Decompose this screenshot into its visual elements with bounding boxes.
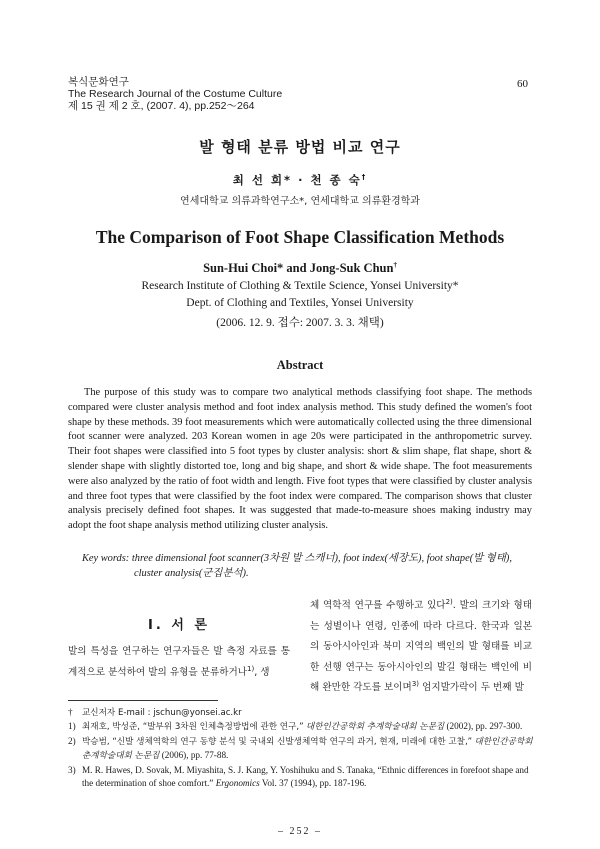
body-right-text-1: 체 역학적 연구를 수행하고 있다 — [310, 600, 446, 611]
abstract-text: The purpose of this study was to compare two analytical methods classifying foot shape. The methods compared were cluster analysis method and foot index analysis method. This study defined the women's foot shape by these methods. 39 foot measurements which were automatically collected using the three dimensional foot scanner were analyzed. 203 Korean women in age 20s were participated in the anthropometric survey. Their foot shapes were classified into 5 foot types by cluster analysis: short & slim shape, flat shape, short & slender shape with slightly distorted toe, long and big shape, and short & wide shape. The foot measurements were also analyzed by the ratio of foot width and length. Five foot types that were classified by cluster analysis and three foot types that were classified by the foot index were compared. The comparison shows that cluster analysis precisely defined foot shapes. It was suggested that made-to-measure shoes making industry may adopt the foot shape analysis method utilizing cluster analysis. — [68, 387, 532, 532]
body-right-text-2: . 발의 크기와 형태는 성별이나 연령, 인종에 따라 다르다. 한국과 일본의 동아시아인과 북미 지역의 백인의 발 형태를 비교한 선행 연구는 동아시아인의 발길 형태는 백인에 비해 완만한 각도를 보이며 — [310, 600, 532, 694]
footnote-divider — [68, 700, 218, 701]
footnote-3-journal: Ergonomics — [215, 778, 260, 789]
authors-kr — [0, 172, 600, 188]
footnote-1-main: 최재호, 박성준, “발부위 3차원 인체측정방법에 관한 연구,” — [82, 722, 304, 733]
section-heading-introduction: Ⅰ. 서 론 — [148, 618, 210, 633]
received-dates: (2006. 12. 9. 접수: 2007. 3. 3. 채택) — [216, 317, 384, 329]
footnote-1-number: 1) — [68, 721, 76, 732]
affiliation-en-1: Research Institute of Clothing & Textile Science, Yonsei University* — [141, 280, 459, 292]
body-left-ref: 1) — [247, 664, 255, 673]
journal-name-kr: 복식문화연구 — [68, 76, 129, 88]
footnote-2-main: 박승범, “신발 생체역학의 연구 동향 분석 및 국내외 신발생체역학 연구의 과거, 현재, 미래에 대한 고찰,” — [82, 736, 473, 747]
body-column-left — [68, 642, 290, 683]
affiliation-en-2: Dept. of Clothing and Textiles, Yonsei University — [186, 297, 414, 309]
keywords-text: three dimensional foot scanner(3차원 발 스캐너), foot index(세장도), foot shape(발 형태), cluster analysis(군집분석). — [131, 553, 512, 579]
authors-en — [0, 261, 600, 276]
footnote-3-main: M. R. Hawes, D. Sovak, M. Miyashita, S. J. Kang, Y. Yoshihuku and S. Tanaka, “Ethnic differences in forefoot shape and the determination of shoe comfort.” — [82, 764, 529, 789]
paper-title-kr: 발 형태 분류 방법 비교 연구 — [199, 138, 401, 156]
footnotes — [68, 706, 534, 790]
footnote-3 — [68, 764, 534, 791]
footnote-corresponding-mark: † — [68, 707, 73, 717]
keywords — [82, 552, 532, 582]
footnote-1-tail: (2002), pp. 297-300. — [446, 721, 523, 732]
journal-header — [68, 76, 282, 112]
footnote-2-journal: 대한인간공학회 춘계학술대회 논문집 — [82, 736, 533, 762]
page-number-bottom: – 252 – — [278, 826, 322, 837]
footnote-2 — [68, 735, 534, 764]
body-right-text-3: 엄지발가락이 두 번째 발 — [419, 682, 524, 694]
authors-kr-names: 최 선 희* · 천 종 숙 — [232, 173, 362, 187]
body-right-ref-1: 2) — [445, 597, 453, 606]
footnote-3-number: 3) — [68, 764, 76, 775]
body-right-ref-2: 3) — [411, 680, 420, 689]
footnote-2-number: 2) — [68, 735, 76, 746]
keywords-label: Key words: — [82, 553, 130, 564]
journal-issue: 제 15 권 제 2 호, (2007. 4), pp.252～264 — [68, 100, 255, 112]
footnote-corresponding-text: 교신저자 E-mail : jschun@yonsei.ac.kr — [82, 708, 242, 718]
body-left-text-2: , 생 — [254, 666, 270, 678]
paper-title-en: The Comparison of Foot Shape Classification Methods — [95, 227, 505, 247]
body-left-text-1: 발의 특성을 연구하는 연구자들은 발 측정 자료를 통계적으로 분석하여 발의 유형을 분류하거나 — [68, 646, 290, 678]
corresponding-mark-en: † — [393, 260, 397, 269]
abstract-heading: Abstract — [276, 358, 324, 372]
footnote-1 — [68, 720, 534, 734]
page-number-top: 60 — [517, 78, 528, 90]
footnote-corresponding — [68, 706, 534, 720]
authors-en-names: Sun-Hui Choi* and Jong-Suk Chun — [203, 261, 394, 275]
affiliation-kr: 연세대학교 의류과학연구소*, 연세대학교 의류환경학과 — [180, 196, 420, 207]
corresponding-mark-kr: † — [361, 173, 368, 182]
footnote-1-journal: 대한인간공학회 추계학술대회 논문집 — [305, 722, 445, 733]
journal-name-en: The Research Journal of the Costume Culture — [68, 88, 283, 100]
body-column-right — [310, 596, 532, 699]
footnote-2-tail: (2006), pp. 77-88. — [161, 750, 229, 761]
footnote-3-tail: Vol. 37 (1994), pp. 187-196. — [261, 778, 367, 789]
